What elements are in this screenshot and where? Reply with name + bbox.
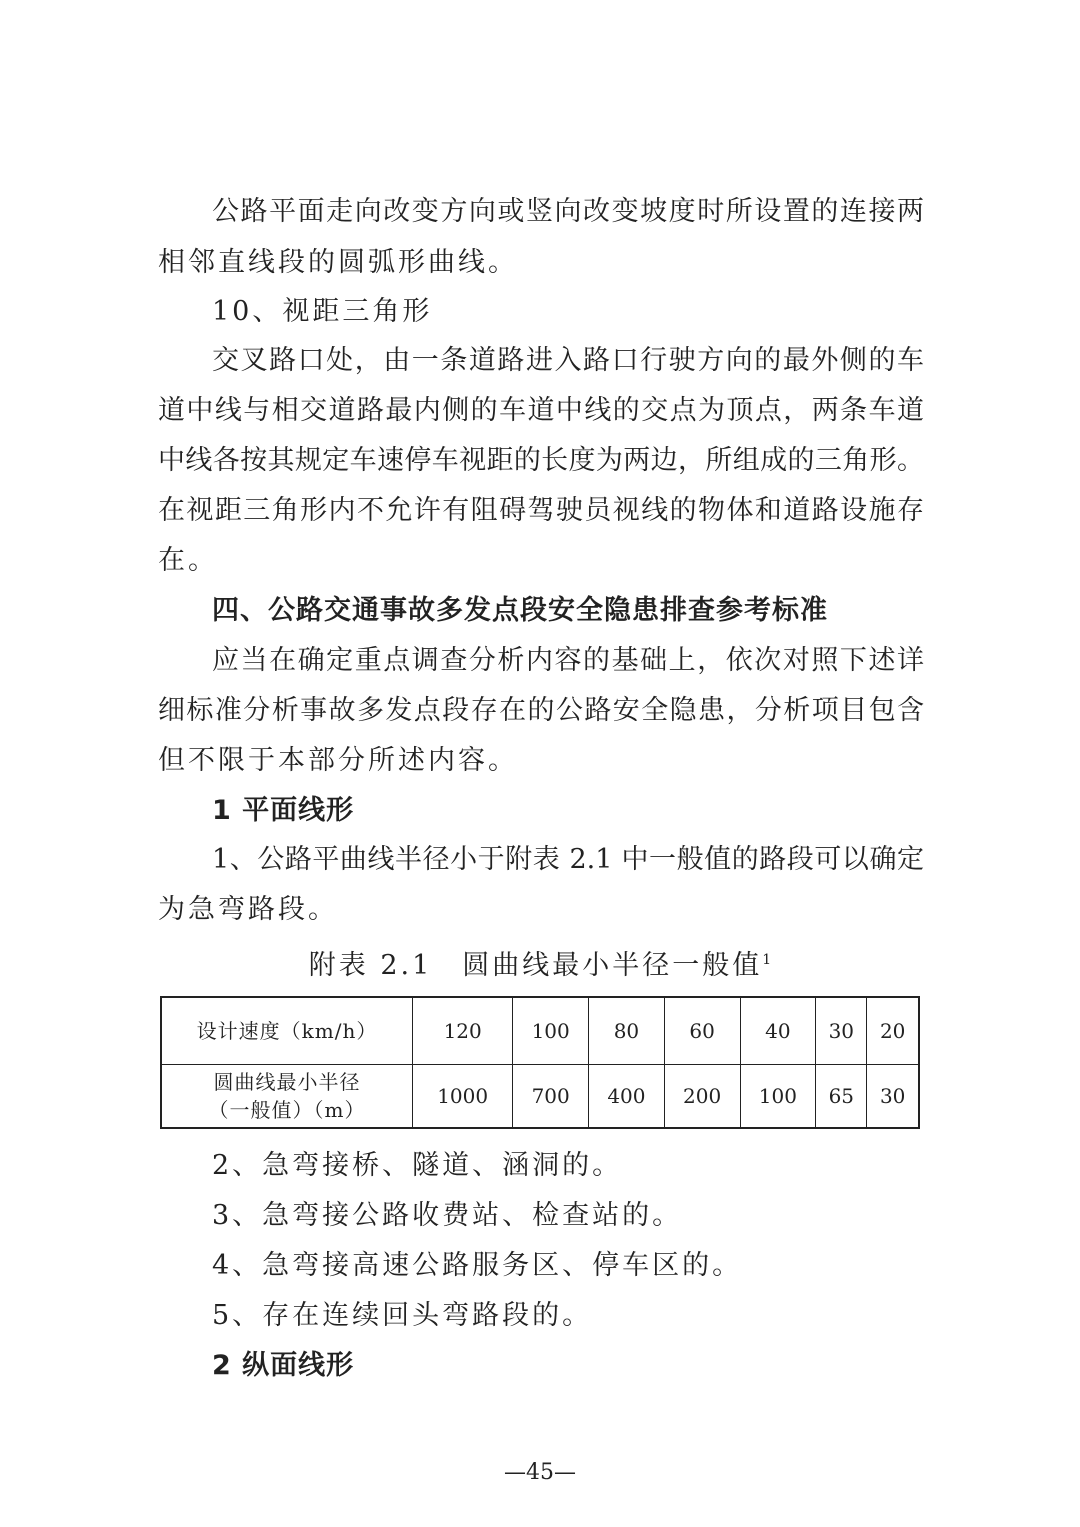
paragraph-line: 在视距三角形内不允许有阻碍驾驶员视线的物体和道路设施存	[158, 495, 924, 526]
table-cell: 100	[740, 1065, 816, 1129]
page-number: —45—	[504, 1460, 576, 1485]
table-cell: 200	[664, 1065, 740, 1129]
list-item: 4、急弯接高速公路服务区、停车区的。	[212, 1250, 743, 1281]
table-row	[161, 997, 919, 1065]
paragraph-line: 细标准分析事故多发点段存在的公路安全隐患，分析项目包含	[158, 695, 924, 726]
row-header-speed: 设计速度（km/h）	[161, 997, 413, 1065]
table-cell: 20	[867, 997, 919, 1065]
table-cell: 1000	[413, 1065, 513, 1129]
paragraph-line: 中线各按其规定车速停车视距的长度为两边，所组成的三角形。	[158, 445, 924, 476]
paragraph-line: 相邻直线段的圆弧形曲线。	[158, 247, 518, 278]
table-cell: 65	[816, 1065, 867, 1129]
table-cell: 120	[413, 997, 513, 1065]
table-cell: 400	[589, 1065, 665, 1129]
table-cell: 40	[740, 997, 816, 1065]
paragraph-line: 交叉路口处，由一条道路进入路口行驶方向的最外侧的车	[212, 345, 924, 376]
row-header-line: （一般值）（m）	[208, 1098, 366, 1122]
subsection-heading: 2 纵面线形	[212, 1350, 355, 1381]
paragraph-line: 但不限于本部分所述内容。	[158, 745, 518, 776]
section-heading: 四、公路交通事故多发点段安全隐患排查参考标准	[212, 595, 828, 626]
item-title: 10、视距三角形	[212, 296, 433, 327]
row-header-radius	[161, 1065, 413, 1129]
radius-table	[160, 996, 920, 1129]
paragraph-line: 公路平面走向改变方向或竖向改变坡度时所设置的连接两	[212, 196, 924, 227]
paragraph-line: 在。	[158, 545, 218, 576]
table-cell: 30	[816, 997, 867, 1065]
paragraph-line: 为急弯路段。	[158, 894, 338, 925]
table-cell: 700	[513, 1065, 589, 1129]
paragraph-line: 道中线与相交道路最内侧的车道中线的交点为顶点，两条车道	[158, 395, 924, 426]
list-item: 5、存在连续回头弯路段的。	[212, 1300, 593, 1331]
list-item: 3、急弯接公路收费站、检查站的。	[212, 1200, 683, 1231]
table-cell: 80	[589, 997, 665, 1065]
table-caption	[0, 943, 1080, 983]
table-caption-text: 附表 2.1 圆曲线最小半径一般值	[308, 950, 763, 981]
table-row	[161, 1065, 919, 1129]
paragraph-line: 1、公路平曲线半径小于附表 2.1 中一般值的路段可以确定	[212, 844, 924, 875]
table-cell: 60	[664, 997, 740, 1065]
paragraph-line: 应当在确定重点调查分析内容的基础上，依次对照下述详	[212, 645, 924, 676]
table-cell: 30	[867, 1065, 919, 1129]
table-caption-footnote: 1	[762, 952, 772, 968]
list-item: 2、急弯接桥、隧道、涵洞的。	[212, 1150, 623, 1181]
table-cell: 100	[513, 997, 589, 1065]
row-header-line: 圆曲线最小半径	[213, 1070, 361, 1094]
subsection-heading: 1 平面线形	[212, 795, 355, 826]
